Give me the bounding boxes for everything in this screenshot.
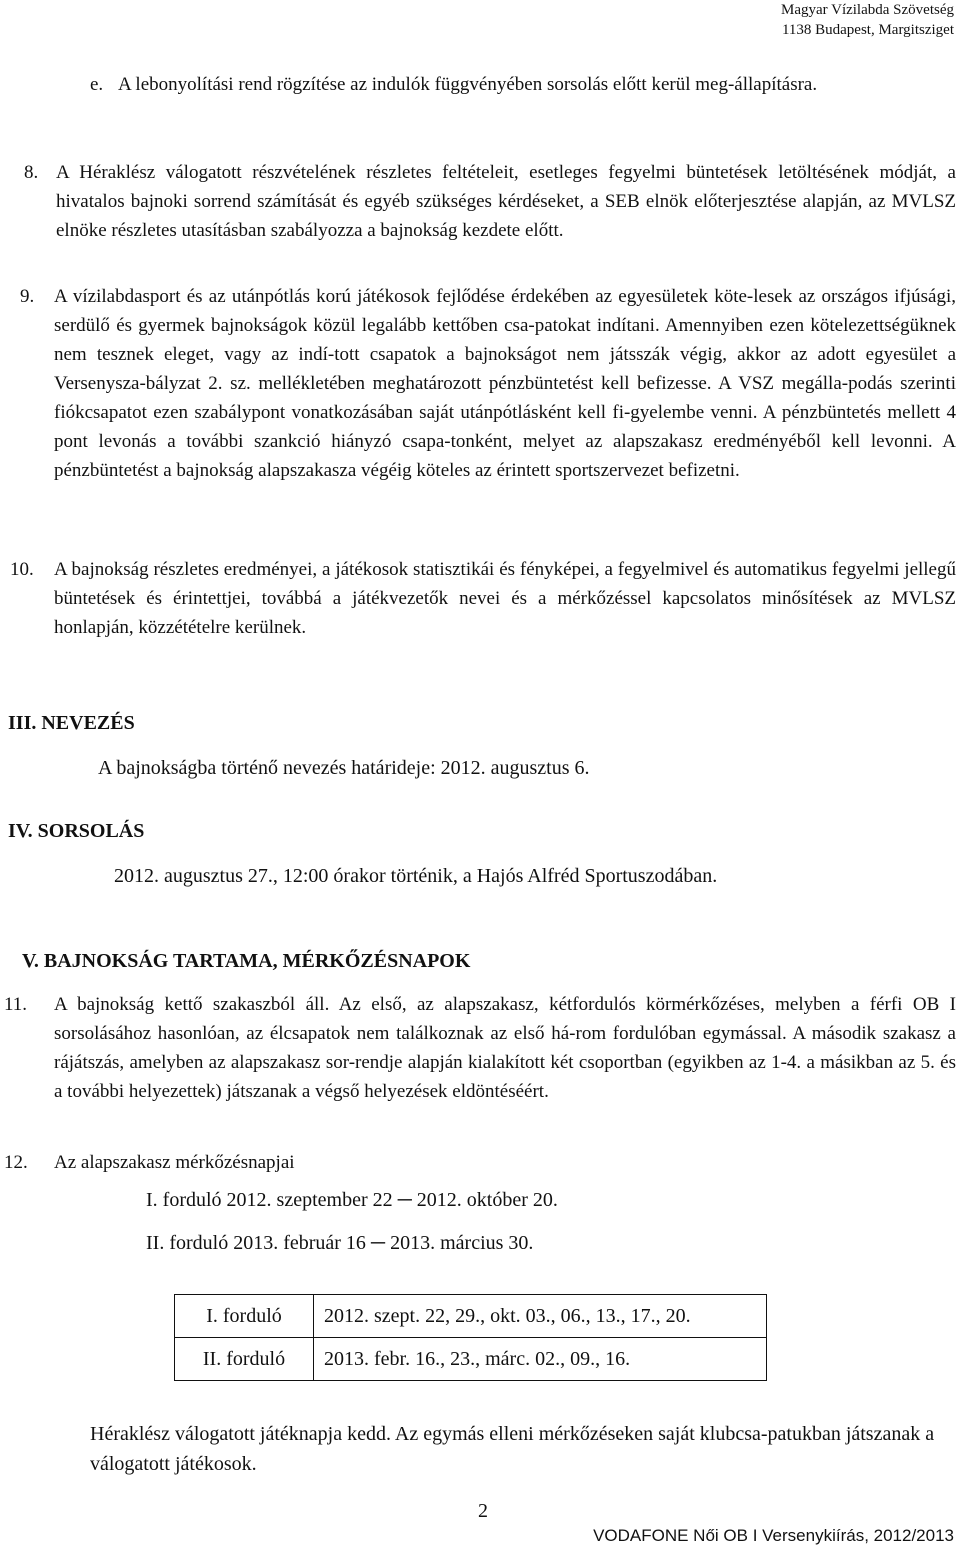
section-title-nevezes: III. NEVEZÉS: [8, 712, 135, 734]
item-number: e.: [90, 74, 104, 95]
page-number: 2: [478, 1500, 488, 1522]
item-number: 9.: [20, 286, 35, 307]
list-item-12: [4, 1148, 956, 1177]
table-row: [175, 1295, 767, 1338]
item-number: 10.: [10, 559, 34, 580]
match-days-table: [174, 1294, 767, 1381]
table-cell-round: II. forduló: [175, 1338, 314, 1381]
list-item-e: [90, 70, 950, 99]
item-number: 11.: [4, 994, 28, 1015]
item-number: 8.: [24, 162, 39, 183]
item-text: A Héraklész válogatott részvételének részletes feltételeit, esetleges fegyelmi büntetések letöltésének módját, a hivatalos bajnoki sorrend számítását és egyéb szükséges kérdéseket, a SEB elnök előterjesztése alapján, az MVLSZ elnöke részletes utasításban szabályozza a bajnokság kezdete előtt.: [56, 162, 956, 241]
draw-date-text: 2012. augusztus 27., 12:00 órakor történik, a Hajós Alfréd Sportuszodában.: [114, 865, 718, 887]
header-org: Magyar Vízilabda Szövetség: [780, 2, 954, 18]
round-2-range: II. forduló 2013. február 16 ─ 2013. március 30.: [146, 1232, 534, 1254]
table-cell-dates: 2012. szept. 22, 29., okt. 03., 06., 13., 17., 20.: [314, 1295, 767, 1338]
item-text: A vízilabdasport és az utánpótlás korú játékosok fejlődése érdekében az egyesületek köte-lesek az országos ifjúsági, serdülő és gyermek bajnokságok közül legalább kettőben csa-patokat indítani. Amennyiben ezen kötelezettségüknek nem tesznek eleget, vagy az indí-tott csapatok a bajnokságot nem játsszák végig, akkor az adott egyesület a Versenysza-bályzat 2. sz. mellékletében meghatározott pénzbüntetést kell befizesse. A VSZ megálla-podás szerinti fiókcsapatot ezen szabálypont vonatkozásában saját utánpótlásként kell fi-gyelembe venni. A pénzbüntetés mellett 4 pont levonás a további szankció hiányzó csapa-tonként, melyet az alapszakasz eredményéből kell levonni. A pénzbüntetést a bajnokság alapszakasza végéig köteles az érintett sportszervezet befizetni.: [54, 286, 956, 481]
list-item-10: [10, 555, 956, 642]
list-item-8: [24, 158, 956, 245]
section-title-sorsolas: IV. SORSOLÁS: [8, 820, 145, 842]
section-title-bajnoksag-tartama: V. BAJNOKSÁG TARTAMA, MÉRKŐZÉSNAPOK: [22, 950, 471, 972]
entry-deadline-text: A bajnokságba történő nevezés határideje: 2012. augusztus 6.: [98, 757, 590, 779]
list-item-11: [4, 990, 956, 1106]
table-row: [175, 1338, 767, 1381]
round-1-range: I. forduló 2012. szeptember 22 ─ 2012. október 20.: [146, 1189, 558, 1211]
table-cell-dates: 2013. febr. 16., 23., márc. 02., 09., 16.: [314, 1338, 767, 1381]
page-header: [781, 0, 954, 40]
closing-paragraph: Héraklész válogatott játéknapja kedd. Az egymás elleni mérkőzéseken saját klubcsa-patukban játszanak a válogatott játékosok.: [90, 1423, 935, 1475]
header-address: 1138 Budapest, Margitsziget: [781, 22, 954, 38]
item-text: A bajnokság kettő szakaszból áll. Az első, az alapszakasz, kétfordulós körmérkőzéses, melyben a férfi OB I sorsolásához hasonlóan, az élcsapatok nem találkoznak az első há-rom fordulóban egymással. A második szakasz a rájátszás, amelyben az alapszakasz sor-rendje alapján kialakított két csoportban (egyikben az 1-4. a másikban az 5. és a további helyezettek) játszanak a végső helyezések eldöntéséért.: [54, 994, 956, 1102]
item-text: A bajnokság részletes eredményei, a játékosok statisztikái és fényképei, a fegyelmivel és automatikus fegyelmi jellegű büntetések és érintettjei, továbbá a játékvezetők nevei és a mérkőzéssel kapcsolatos minősítések az MVLSZ honlapján, közzétételre kerülnek.: [54, 559, 956, 638]
item-number: 12.: [4, 1152, 28, 1173]
item-text: Az alapszakasz mérkőzésnapjai: [54, 1152, 295, 1173]
list-item-9: [20, 282, 956, 485]
item-text: A lebonyolítási rend rögzítése az indulók függvényében sorsolás előtt kerül meg-állapításra.: [118, 74, 818, 95]
page-footer: VODAFONE Női OB I Versenykiírás, 2012/2013: [593, 1526, 954, 1545]
table-cell-round: I. forduló: [175, 1295, 314, 1338]
